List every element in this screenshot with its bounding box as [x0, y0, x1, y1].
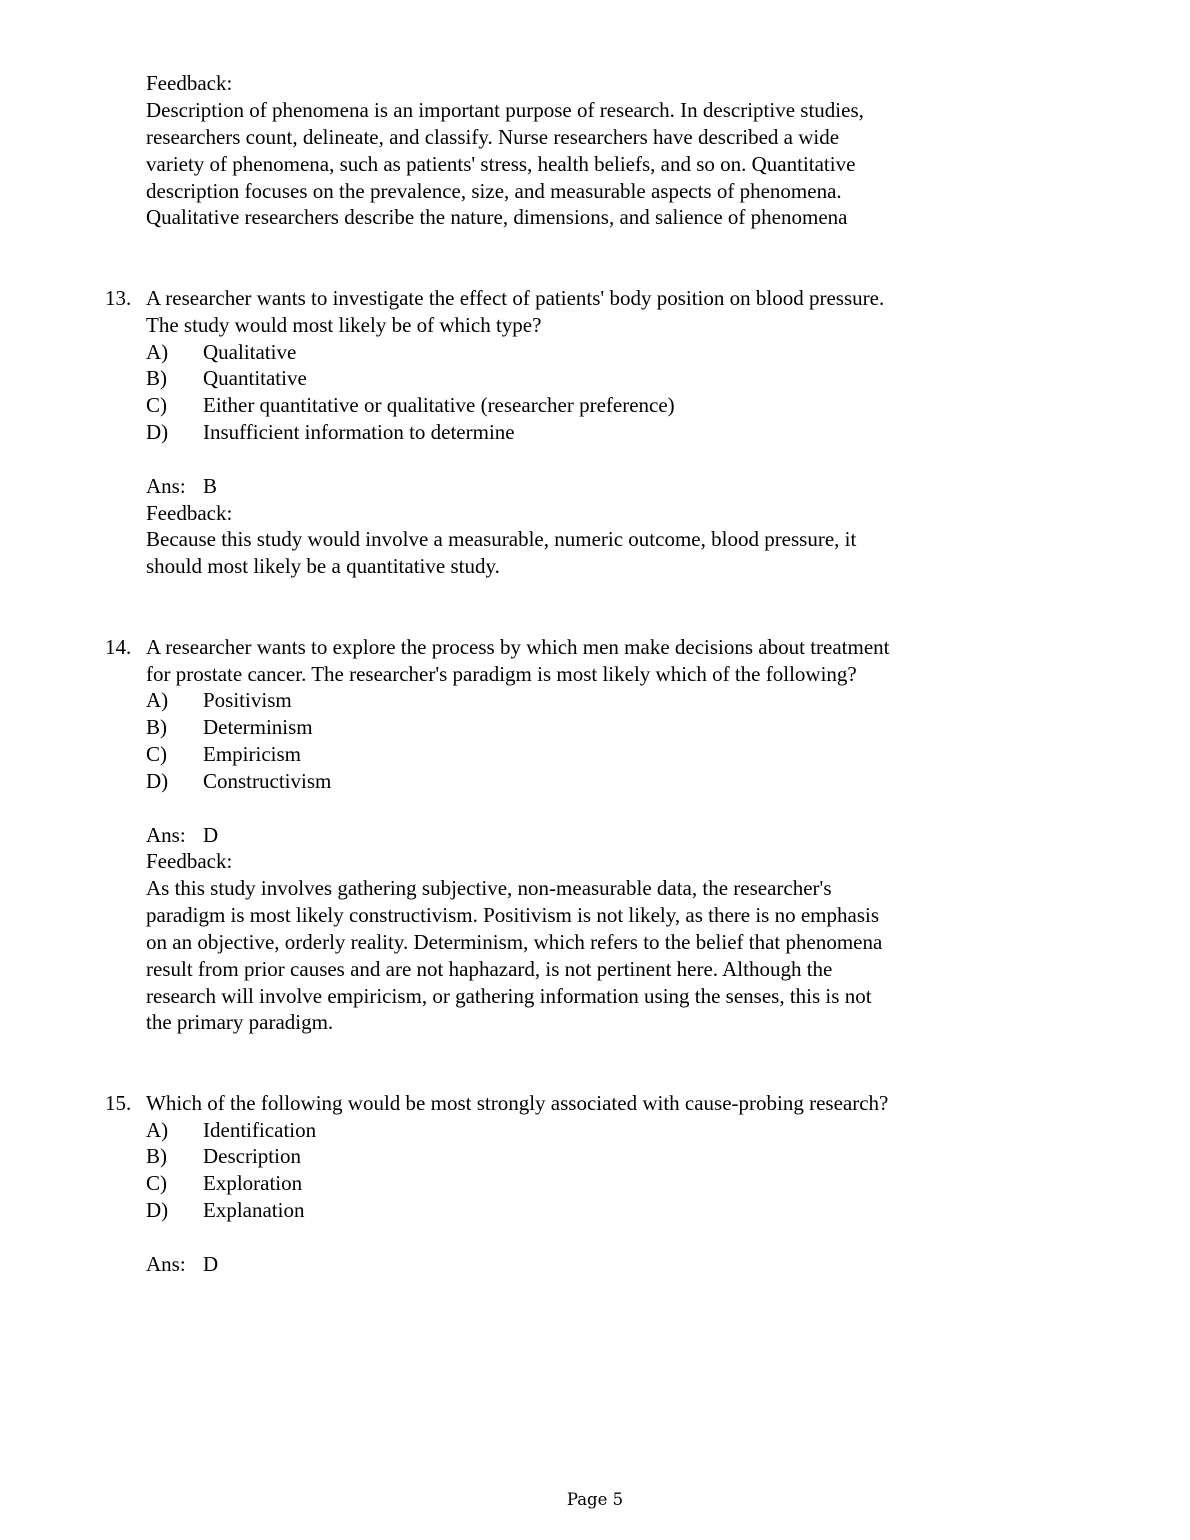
option-letter: D) [146, 769, 169, 793]
answer-value: D [203, 823, 219, 847]
feedback-line: paradigm is most likely constructivism. Positivism is not likely, as there is no emphasis [146, 903, 880, 927]
page-number: Page 5 [566, 1490, 624, 1509]
answer-label: Ans: [146, 474, 186, 498]
question-number: 14. [105, 635, 132, 659]
question-stem-line: Which of the following would be most strongly associated with cause-probing research? [146, 1091, 889, 1115]
option-letter: A) [146, 688, 169, 712]
feedback-line: Description of phenomena is an important purpose of research. In descriptive studies, [146, 98, 864, 122]
feedback-label: Feedback: [146, 849, 233, 873]
feedback-line: description focuses on the prevalence, size, and measurable aspects of phenomena. [146, 179, 842, 203]
option-letter: B) [146, 1144, 167, 1168]
feedback-label: Feedback: [146, 71, 233, 95]
option-letter: A) [146, 1118, 169, 1142]
question-number: 13. [105, 286, 132, 310]
option-text: Constructivism [203, 769, 332, 793]
option-text: Explanation [203, 1198, 305, 1222]
answer-label: Ans: [146, 1252, 186, 1276]
option-letter: C) [146, 742, 167, 766]
option-text: Insufficient information to determine [203, 420, 515, 444]
option-text: Exploration [203, 1171, 303, 1195]
question-stem-line: The study would most likely be of which type? [146, 313, 542, 337]
feedback-line: result from prior causes and are not haphazard, is not pertinent here. Although the [146, 957, 833, 981]
option-letter: B) [146, 715, 167, 739]
feedback-line: the primary paradigm. [146, 1010, 334, 1034]
feedback-label: Feedback: [146, 501, 233, 525]
option-letter: C) [146, 393, 167, 417]
feedback-line: research will involve empiricism, or gathering information using the senses, this is not [146, 984, 872, 1008]
feedback-line: variety of phenomena, such as patients' stress, health beliefs, and so on. Quantitative [146, 152, 856, 176]
feedback-line: should most likely be a quantitative study. [146, 554, 500, 578]
feedback-line: Because this study would involve a measurable, numeric outcome, blood pressure, it [146, 527, 857, 551]
feedback-line: Qualitative researchers describe the nature, dimensions, and salience of phenomena [146, 205, 848, 229]
option-text: Empiricism [203, 742, 301, 766]
option-text: Qualitative [203, 340, 297, 364]
question-stem-line: for prostate cancer. The researcher's paradigm is most likely which of the following? [146, 662, 857, 686]
question-number: 15. [105, 1091, 132, 1115]
question-stem-line: A researcher wants to investigate the effect of patients' body position on blood pressure. [146, 286, 885, 310]
feedback-line: As this study involves gathering subjective, non-measurable data, the researcher's [146, 876, 832, 900]
option-letter: C) [146, 1171, 167, 1195]
feedback-line: researchers count, delineate, and classify. Nurse researchers have described a wide [146, 125, 840, 149]
answer-value: B [203, 474, 218, 498]
option-text: Either quantitative or qualitative (researcher preference) [203, 393, 675, 417]
option-text: Identification [203, 1118, 317, 1142]
option-letter: D) [146, 420, 169, 444]
option-letter: D) [146, 1198, 169, 1222]
option-text: Description [203, 1144, 301, 1168]
question-stem-line: A researcher wants to explore the process by which men make decisions about treatment [146, 635, 890, 659]
option-text: Quantitative [203, 366, 307, 390]
option-text: Positivism [203, 688, 292, 712]
option-text: Determinism [203, 715, 313, 739]
answer-value: D [203, 1252, 219, 1276]
feedback-line: on an objective, orderly reality. Determinism, which refers to the belief that phenomena [146, 930, 883, 954]
option-letter: A) [146, 340, 169, 364]
option-letter: B) [146, 366, 167, 390]
answer-label: Ans: [146, 823, 186, 847]
